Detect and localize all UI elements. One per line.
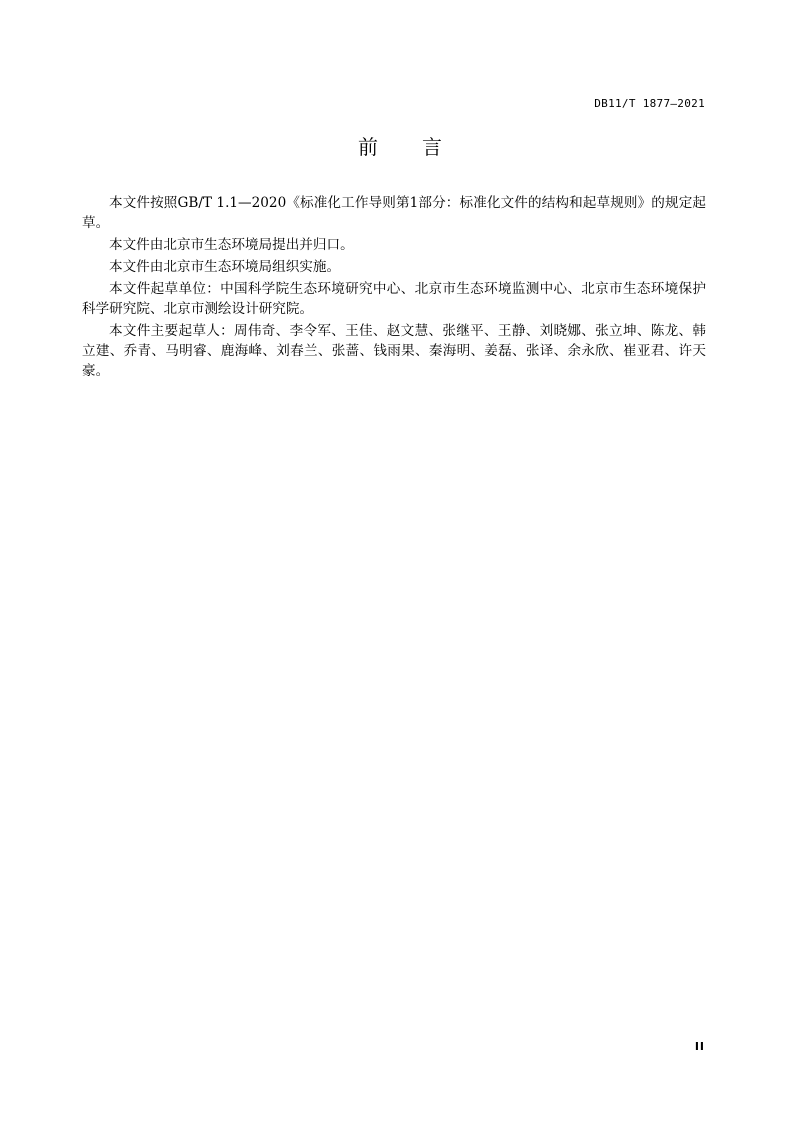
page-title: 前言 [358,135,486,159]
paragraph-organizer: 本文件由北京市生态环境局组织实施。 [109,259,341,275]
page-number: II [694,1040,705,1053]
paragraph-drafting-rules: 本文件按照GB/T 1.1—2020《标准化工作导则第1部分：标准化文件的结构和起草规则》的规定起草。 [82,195,706,231]
paragraph-drafting-units: 本文件起草单位：中国科学院生态环境研究中心、北京市生态环境监测中心、北京市生态环境保护科学研究院、北京市测绘设计研究院。 [82,281,706,317]
paragraph-drafters: 本文件主要起草人：周伟奇、李令军、王佳、赵文慧、张继平、王静、刘晓娜、张立坤、陈龙、韩立建、乔青、马明睿、鹿海峰、刘春兰、张蔷、钱雨果、秦海明、姜磊、张译、余永欣、崔亚君、许天豪。 [82,323,706,379]
foreword-body [82,193,706,383]
paragraph-proposer: 本文件由北京市生态环境局提出并归口。 [109,237,354,253]
document-code: DB11/T 1877—2021 [594,97,705,110]
